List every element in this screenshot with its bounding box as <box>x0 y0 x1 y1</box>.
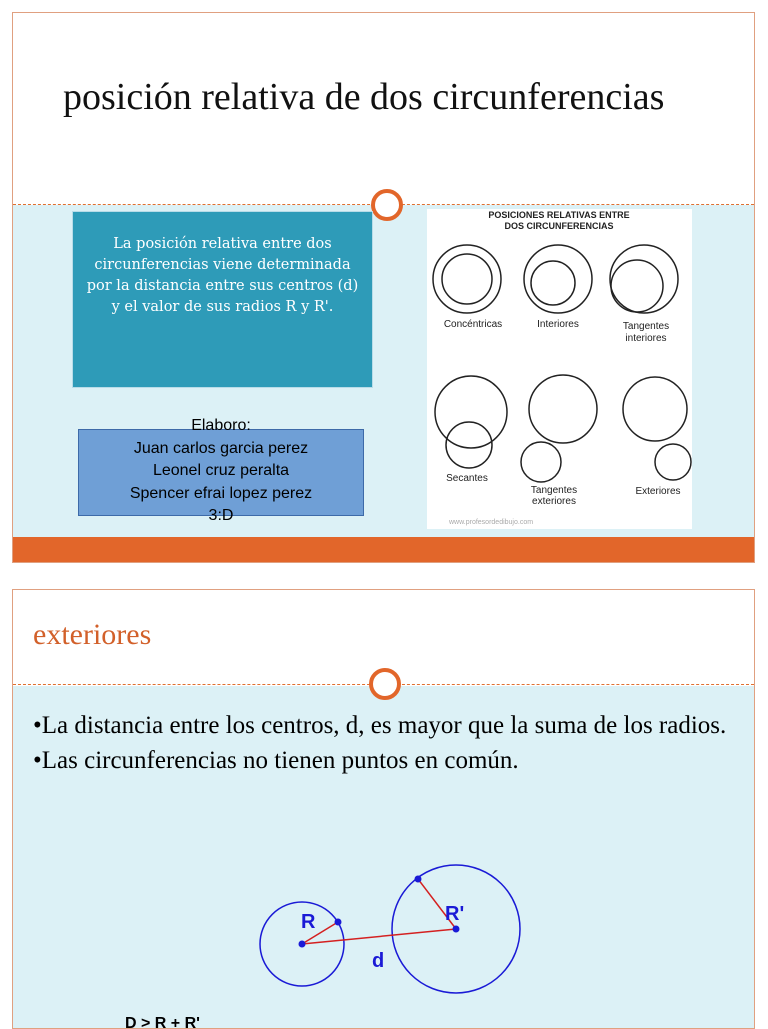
radius-point-r-prime <box>415 876 422 883</box>
credits-name: Spencer efrai lopez perez <box>129 484 313 502</box>
tangent-exterior-circle-b <box>521 442 561 482</box>
label-r-prime: R' <box>445 903 465 925</box>
slide-2 <box>12 589 755 1029</box>
secant-circle-a <box>435 376 507 448</box>
credits-name: Juan carlos garcia perez <box>133 439 309 457</box>
interior-inner-circle <box>531 261 575 305</box>
formula-text: D > R + R' <box>125 1015 200 1029</box>
tangent-interior-inner-circle <box>611 260 663 312</box>
concentric-inner-circle <box>442 254 492 304</box>
label-r: R <box>301 911 316 933</box>
bullet-item: •La distancia entre los centros, d, es mayor que la suma de los radios. <box>33 712 727 739</box>
bullet-list <box>33 708 733 778</box>
bullet-item: •Las circunferencias no tienen puntos en común. <box>33 747 519 774</box>
label-tangentes-interiores-2: interiores <box>625 333 667 344</box>
credits-heading: Elaboro: <box>191 417 251 434</box>
intro-text: La posición relativa entre dos circunferencias viene determinada por la distancia entre sus centros (d) y el valor de sus radios R y R'. <box>86 236 359 315</box>
figure-heading-line1: POSICIONES RELATIVAS ENTRE <box>488 210 630 220</box>
slide-1 <box>12 12 755 563</box>
exterior-circles-diagram <box>13 850 755 1029</box>
label-d: d <box>372 950 385 972</box>
label-interiores: Interiores <box>537 319 579 330</box>
tangent-exterior-circle-a <box>529 375 597 443</box>
intro-text-box <box>72 211 373 388</box>
center-point-r-prime <box>453 926 460 933</box>
exterior-circle-b <box>655 444 691 480</box>
credits-name: Leonel cruz peralta <box>152 462 290 479</box>
distance-d-line <box>302 929 456 944</box>
credits-text <box>73 415 369 528</box>
positions-figure-svg <box>427 209 692 529</box>
center-point-r <box>299 941 306 948</box>
slide-title: posición relativa de dos circunferencias <box>63 76 665 118</box>
slide-title: exteriores <box>33 618 152 651</box>
bottom-accent-bar <box>13 537 754 563</box>
label-secantes: Secantes <box>446 473 488 484</box>
tangent-interior-outer-circle <box>610 245 678 313</box>
figure-heading-line2: DOS CIRCUNFERENCIAS <box>504 221 614 231</box>
label-exteriores: Exteriores <box>635 486 681 497</box>
positions-figure <box>427 209 692 529</box>
label-concentricas: Concéntricas <box>443 319 503 330</box>
radius-point-r <box>335 919 342 926</box>
exterior-circle-a <box>623 377 687 441</box>
concentric-outer-circle <box>433 245 501 313</box>
divider-ring-icon <box>369 668 401 700</box>
label-tangentes-interiores-1: Tangentes <box>622 321 670 332</box>
credits-group: 3:D <box>208 507 234 524</box>
divider-ring-icon <box>371 189 403 221</box>
interior-outer-circle <box>524 245 592 313</box>
label-tangentes-exteriores-1: Tangentes <box>530 485 578 496</box>
figure-watermark: www.profesordedibujo.com <box>449 519 534 526</box>
label-tangentes-exteriores-2: exteriores <box>532 496 576 507</box>
